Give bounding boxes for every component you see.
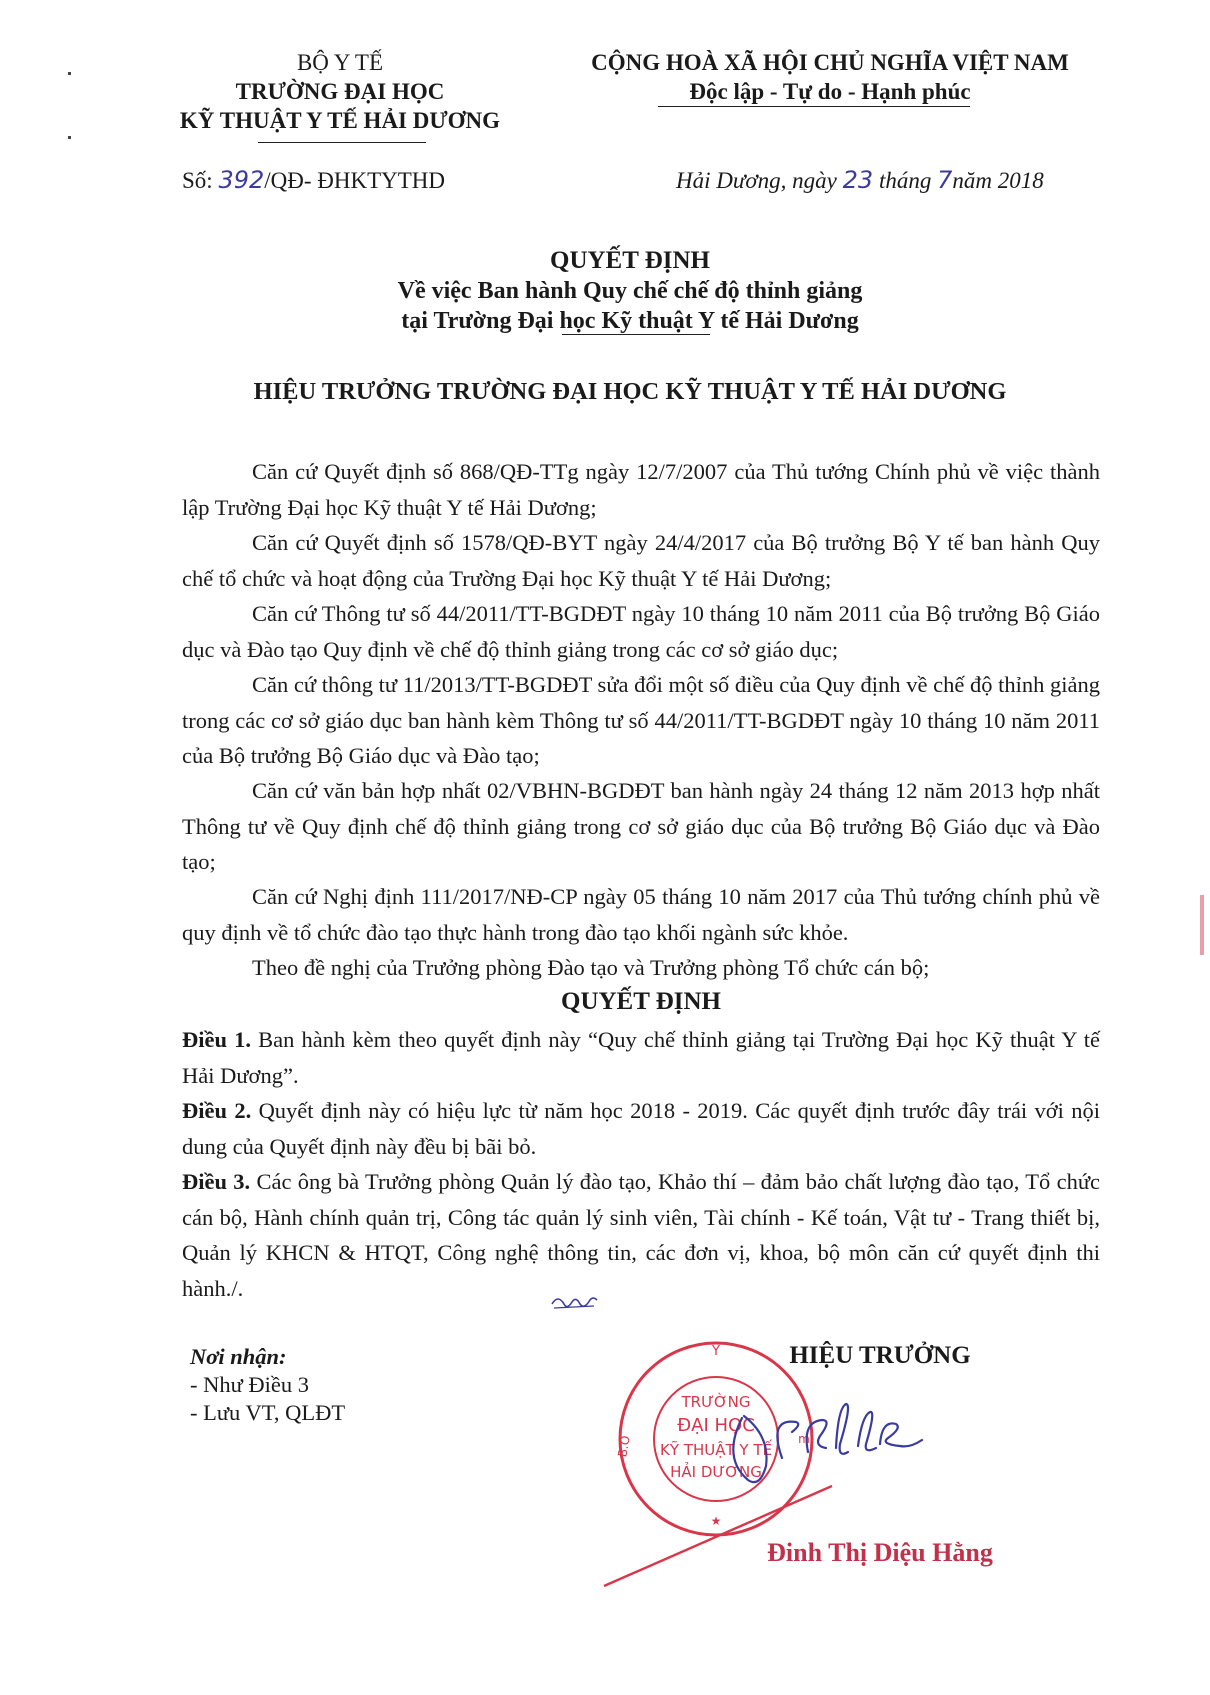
date-year: năm 2018 [952,168,1044,193]
article-3 [182,1164,1100,1306]
handwritten-signature [712,1388,942,1498]
article-1 [182,1022,1100,1093]
school-name-line1: TRƯỜNG ĐẠI HỌC [235,79,445,104]
document-date [676,166,1044,194]
date-month: 7 [937,166,953,194]
title-subject-line2: tại Trường Đại học Kỹ thuật Y tế Hải Dương [401,308,859,334]
basis-3 [182,596,1100,667]
article-1-text: Ban hành kèm theo quyết định này “Quy chế thỉnh giảng tại Trường Đại học Kỹ thuật Y tế Hải Dương”. [182,1027,1101,1088]
header-left-rule [258,142,426,143]
basis-4 [182,667,1100,774]
date-day: 23 [842,166,874,194]
article-2-label: Điều 2. [182,1098,252,1123]
nation-name: CỘNG HOÀ XÃ HỘI CHỦ NGHĨA VIỆT NAM [591,50,1069,75]
basis-7 [182,950,1100,986]
scan-dot [68,72,71,75]
number-suffix: /QĐ- ĐHKTYTHD [264,168,446,193]
motto-underline [658,106,970,107]
basis-1-text: Căn cứ Quyết định số 868/QĐ-TTg ngày 12/7/2007 của Thủ tướng Chính phủ về việc thành lập Trường Đại học Kỹ thuật Y tế Hải Dương; [182,459,1100,520]
basis-1 [182,454,1100,525]
number-handwritten: 392 [218,166,265,194]
basis-5-text: Căn cứ văn bản hợp nhất 02/VBHN-BGDĐT ban hành ngày 24 tháng 12 năm 2013 hợp nhất Thông tư về Quy định chế độ thỉnh giảng trong cơ sở giáo dục của Bộ trưởng Bộ Giáo dục và Đào tạo; [182,778,1100,874]
basis-3-text: Căn cứ Thông tư số 44/2011/TT-BGDĐT ngày 10 tháng 10 năm 2011 của Bộ trưởng Bộ Giáo dục và Đào tạo Quy định về chế độ thỉnh giảng trong các cơ sở giáo dục; [182,601,1100,662]
header-right [530,48,1130,106]
motto: Độc lập - Tự do - Hạnh phúc [689,79,971,104]
article-3-label: Điều 3. [182,1169,251,1194]
stamp-line1: TRƯỜNG [681,1393,751,1411]
signer-title: HIỆU TRƯỞNG [789,1342,971,1369]
article-2 [182,1093,1100,1164]
basis-2-text: Căn cứ Quyết định số 1578/QĐ-BYT ngày 24/4/2017 của Bộ trưởng Bộ Y tế ban hành Quy chế tổ chức và hoạt động của Trường Đại học Kỹ thuật Y tế Hải Dương; [182,530,1100,591]
initials-mark [548,1290,600,1314]
title-heading: QUYẾT ĐỊNH [550,247,710,274]
basis-6-text: Căn cứ Nghị định 111/2017/NĐ-CP ngày 05 tháng 10 năm 2017 của Thủ tướng chính phủ về quy định về tổ chức đào tạo thực hành trong đào tạo khối ngành sức khỏe. [182,884,1100,945]
date-prefix: Hải Dương, ngày [676,168,837,193]
authority-line: HIỆU TRƯỞNG TRƯỜNG ĐẠI HỌC KỸ THUẬT Y TẾ HẢI DƯƠNG [253,378,1007,405]
basis-4-text: Căn cứ thông tư 11/2013/TT-BGDĐT sửa đổi một số điều của Quy định về chế độ thỉnh giảng trong các cơ sở giáo dục ban hành kèm Thông tư số 44/2011/TT-BGDĐT ngày 10 tháng 10 năm 2011 của Bộ trưởng Bộ Giáo dục và Đào tạo; [182,672,1100,768]
stamp-line2: ĐẠI HỌC [677,1415,755,1436]
stamp-left-letters: B.O [615,1434,633,1459]
scan-edge-mark [1200,895,1204,955]
header-left [150,48,530,135]
recipient-item-2: - Lưu VT, QLĐT [190,1400,346,1425]
article-2-text: Quyết định này có hiệu lực từ năm học 2018 - 2019. Các quyết định trước đây trái với nội dung của Quyết định này đều bị bãi bỏ. [182,1098,1101,1159]
title-block [250,246,1010,336]
basis-6 [182,879,1100,950]
basis-2 [182,525,1100,596]
number-prefix: Số: [182,168,213,193]
stamp-line3: KỸ THUẬT Y TẾ [660,1441,772,1459]
stamp-line4: HẢI DƯƠNG [670,1463,762,1481]
scan-dot [68,136,71,139]
basis-5 [182,773,1100,880]
article-1-label: Điều 1. [182,1027,252,1052]
recipient-item-1: - Như Điều 3 [190,1372,310,1397]
recipients [190,1343,345,1427]
stamp-star: ★ [710,1514,722,1528]
basis-7-text: Theo đề nghị của Trưởng phòng Đào tạo và Trưởng phòng Tổ chức cán bộ; [252,955,930,980]
signer-name: Đinh Thị Diệu Hằng [767,1538,993,1567]
date-month-label: tháng [878,168,932,193]
school-name-line2: KỸ THUẬT Y TẾ HẢI DƯƠNG [179,108,501,133]
stamp-top-letter: Y [712,1344,720,1359]
title-subject-line1: Về việc Ban hành Quy chế chế độ thỉnh giảng [397,278,863,304]
title-underline [562,334,710,335]
ministry-name: BỘ Y TẾ [296,50,384,75]
document-number [182,166,445,194]
article-3-text: Các ông bà Trưởng phòng Quản lý đào tạo, Khảo thí – đảm bảo chất lượng đào tạo, Tổ chức cán bộ, Hành chính quản trị, Công tác quản lý sinh viên, Tài chính - Kế toán, Vật tư - Trang thiết bị, Quản lý KHCN & HTQT, Công nghệ thông tin, các đơn vị, khoa, bộ môn căn cứ quyết định thi hành./. [182,1169,1100,1301]
stamp-right-letter: m [798,1432,810,1446]
decision-heading: QUYẾT ĐỊNH [561,988,721,1015]
recipients-heading: Nơi nhận: [190,1344,287,1369]
